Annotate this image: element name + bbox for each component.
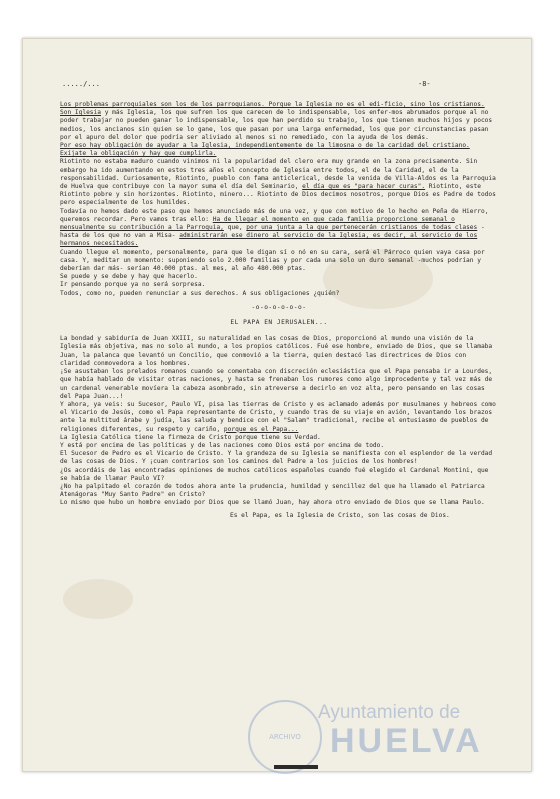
paragraph — [60, 512, 498, 520]
paragraph — [60, 249, 498, 274]
text-span: Es el Papa, es la Iglesia de Cristo, son las cosas de Dios. — [230, 511, 450, 519]
paragraph — [60, 142, 498, 158]
text-span: y más Iglesia, los que sufren los que carecen de lo indispensable, los enfer-mos abrumados porque al no poder trabajar no pueden ganar lo indispensable, los que han perdido su trabajo, los que tienen muchos hijos y pocos medios, los ancianos sin quien se lo gane, los que pasan por una larga enfermedad, los que por circunstancias pasan por el apuro del dolor que podría ser aliviado al menos si no remediado, con la ayuda de los demás. — [60, 109, 493, 141]
paragraph — [60, 109, 498, 142]
paper-stain — [63, 579, 133, 619]
text-span: Se puede y se debe y hay que hacerlo. — [60, 273, 198, 281]
text-span: Riotinto, este Riotinto pobre y sin horizontes. Riotinto, minero... Riotinto de Dios decimos nosotros, porque Dios es Padre de todos pero especialmente de los humildes. — [60, 183, 496, 207]
underlined-text: porque es el Papa... — [223, 425, 299, 433]
paragraph — [60, 467, 498, 483]
underlined-text: el día que es "para hacer curas". — [302, 183, 426, 191]
text-span: ¿No ha palpitado el corazón de todos ahora ante la prudencia, humildad y sencillez del que ha llamado el Patriarca Atenágoras "Muy Santo Padre" en Cristo? — [60, 482, 485, 499]
document-body — [60, 101, 498, 520]
paragraph — [60, 483, 498, 499]
text-span: Riotinto no estaba maduro cuando vinimos ni la popularidad del clero era muy grande en la zona precisamente. Sin embargo ha ido aumentando en estos tres años el concepto de Iglesia entre todos, el de la Caridad, el de la responsabilidad. Curiosamente, Riotinto, pueblo con fama anticlerical, desde la venida de Villa-Aldos es la Parroquia de Huelva que contribuye con la mayor suma el día del Seminario, — [60, 158, 496, 191]
paragraph — [60, 208, 498, 249]
text-span: -o-o-o-o-o-o- — [251, 303, 307, 311]
watermark-line1: Ayuntamiento de — [318, 702, 461, 723]
section-title — [60, 319, 498, 327]
paragraph — [60, 442, 498, 450]
paragraph — [60, 401, 498, 434]
underlined-text: Los problemas parroquiales son los de los parroquianos. Porque la Iglesia no es el edi-ficio, sino los cristianos. — [60, 101, 485, 108]
text-span: ¿Os acordáis de las encontradas opiniones de muchos católicos españoles cuando fué elegido el Cardenal Montini, que se había de llamar Paulo VI? — [60, 466, 489, 482]
paragraph — [60, 434, 498, 442]
underlined-text: por una junta a la que pertenecerán cristianos de todas clases — [246, 224, 478, 232]
paragraph — [60, 450, 498, 466]
underlined-text: administrarán ese dinero al servicio de la Iglesia, es decir, al servicio de los hermanos necesitados. — [60, 232, 478, 248]
text-span: ¡Se asustaban los prelados romanos cuando se comentaba con discreción eclesiástica que el Papa pensaba ir a Lourdes, que había hablado de visitar otras naciones, y hasta se frenaban los rumores como algo improcedente y tal vez más de un cardenal venerable movíera la cabeza asombrado, sin atreverse a decirlo en voz alta, pero pensando en las cosas del Papa Juan...! — [60, 368, 493, 400]
text-span: que, — [223, 224, 247, 232]
paragraph — [60, 368, 498, 401]
paragraph — [60, 499, 498, 507]
text-span: El Sucesor de Pedro es el Vicario de Cristo. Y la grandeza de su Iglesia se manifiesta con el esplendor de la verdad de las cosas de Dios. Y ¡cuan contrarios son los caminos del Padre a los juicios de los hombres! — [60, 450, 493, 466]
underlined-text: Son Iglesia — [60, 109, 101, 117]
text-span: Y ahora, ya veis: su Sucesor, Paulo VI, pisa las tierras de Cristo y es aclamado además por musulmanes y hebreos como el Vicario de Jesús, como el Papa representante de Cristo, y cuando tras de su viaje en avión, levantando los brazos ante la multitud árabe y judía, las saluda y bendice con el "Salam" tradicional, recibe el entusiasmo de pueblos de religiones diferentes, su respeto y cariño, — [60, 400, 496, 433]
archive-seal-watermark: ARCHIVO — [248, 700, 322, 774]
underlined-text: Por eso hay obligación de ayudar a la Iglesia, independientemente de la limosna o de la caridad del cristiano. Exíjate la obligación y hay que cumplirla. — [60, 142, 470, 158]
paragraph — [60, 290, 498, 298]
watermark-line2: HUELVA — [330, 722, 483, 760]
paragraph — [60, 158, 498, 207]
text-span: EL PAPA EN JERUSALEN... — [230, 319, 328, 327]
ink-bar — [274, 765, 318, 769]
text-span: La bondad y sabiduría de Juan XXIII, su naturalidad en las cosas de Dios, proporcionó al mundo una visión de la Iglesia más objetiva, mas no solo al mundo, a los propios católicos. Fué ese hombre, enviado de Dios, que se llamaba Juan, la palanca que levantó un Concilio, que conmovió a la tierra, quien destacó las directrices de Dios con claridad conmovedora a los hombres. — [60, 335, 493, 367]
underlined-text: Ha de llegar el momento en que cada familia proporcione semanal o mensualmente su contribución a la Parroquia, — [60, 215, 455, 232]
text-span: Lo mismo que hubo un hombre enviado por Dios que se llamó Juan, hay ahora otro enviado de Dios que se llama Paulo. — [60, 499, 485, 507]
page-number: -8- — [418, 80, 431, 88]
text-span: La Iglesia Católica tiene la firmeza de Cristo porque tiene su Verdad. — [60, 433, 321, 441]
text-span: Cuando llegue el momento, personalmente, para que le digan sí o nó en su cara, será el Párroco quien vaya casa por casa. Y, meditar un momento: suponiendo solo 2.000 familias y por cada una solo un duro semanal -muchos podrían y deberían dar más- serían 40.000 ptas. al mes, al año 480.000 ptas. — [60, 248, 485, 273]
paragraph — [60, 101, 498, 109]
paragraph — [60, 335, 498, 368]
text-span: Todavía no hemos dado este paso que hemos anunciado más de una vez, y que con motivo de lo hecho en Peña de Hierro, queremos recordar. Pero vamos tras ello: — [60, 207, 489, 223]
text-span: Todos, como no, pueden renunciar a sus derechos. A sus obligaciones ¿quién? — [60, 289, 340, 297]
section-separator — [60, 304, 498, 312]
text-span: -hasta de los que no van a Misa- — [60, 224, 485, 240]
text-span: Ir pensando porque ya no será sorpresa. — [60, 281, 206, 289]
paragraph — [60, 281, 498, 289]
continuation-mark: ...../... — [62, 80, 100, 88]
text-span: Y está por encima de las políticas y de las naciones como Dios está por encima de todo. — [60, 441, 385, 449]
